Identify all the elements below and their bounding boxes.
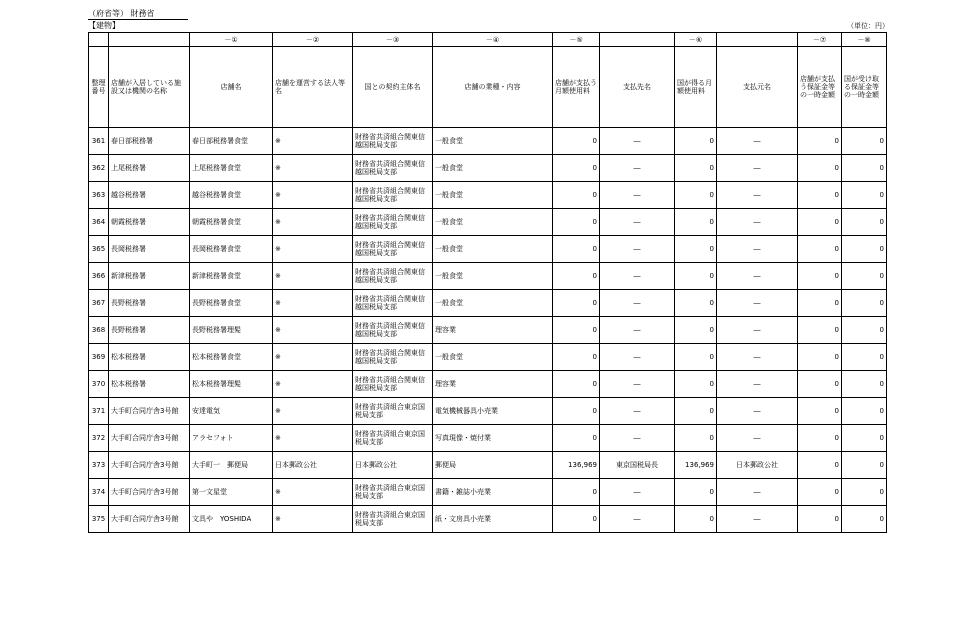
payee-name-cell: ― bbox=[600, 371, 675, 398]
monthly-fee-paid-cell: 136,969 bbox=[553, 452, 600, 479]
operator-name-cell: ※ bbox=[273, 317, 353, 344]
deposit-received-cell: 0 bbox=[842, 182, 887, 209]
monthly-fee-paid-cell: 0 bbox=[553, 263, 600, 290]
payer-name-cell: ― bbox=[717, 209, 798, 236]
payee-name-cell: ― bbox=[600, 344, 675, 371]
contract-entity-cell: 財務省共済組合関東信越国税局支部 bbox=[353, 371, 433, 398]
table-row bbox=[89, 344, 887, 371]
column-number: －⑦ bbox=[798, 33, 842, 47]
deposit-paid-cell: 0 bbox=[798, 290, 842, 317]
operator-name-cell: ※ bbox=[273, 425, 353, 452]
header-payee: 支払先名 bbox=[600, 47, 675, 128]
operator-name-cell: 日本郵政公社 bbox=[273, 452, 353, 479]
facility-name-cell: 大手町合同庁舎3号館 bbox=[109, 506, 190, 533]
business-type-cell: 一般食堂 bbox=[433, 182, 553, 209]
contract-entity-cell: 財務省共済組合関東信越国税局支部 bbox=[353, 209, 433, 236]
table-row bbox=[89, 263, 887, 290]
monthly-fee-paid-cell: 0 bbox=[553, 344, 600, 371]
header-number: 整理番号 bbox=[89, 47, 109, 128]
contract-entity-cell: 財務省共済組合関東信越国税局支部 bbox=[353, 344, 433, 371]
monthly-fee-paid-cell: 0 bbox=[553, 155, 600, 182]
monthly-fee-received-cell: 0 bbox=[675, 155, 717, 182]
contract-entity-cell: 財務省共済組合関東信越国税局支部 bbox=[353, 290, 433, 317]
deposit-paid-cell: 0 bbox=[798, 425, 842, 452]
payee-name-cell: ― bbox=[600, 182, 675, 209]
payer-name-cell: ― bbox=[717, 506, 798, 533]
deposit-paid-cell: 0 bbox=[798, 398, 842, 425]
row-number-cell: 364 bbox=[89, 209, 109, 236]
business-type-cell: 一般食堂 bbox=[433, 236, 553, 263]
monthly-fee-paid-cell: 0 bbox=[553, 128, 600, 155]
monthly-fee-paid-cell: 0 bbox=[553, 209, 600, 236]
store-name-cell: 春日部税務署食堂 bbox=[190, 128, 273, 155]
row-number-cell: 375 bbox=[89, 506, 109, 533]
row-number-cell: 363 bbox=[89, 182, 109, 209]
payer-name-cell: ― bbox=[717, 317, 798, 344]
store-name-cell: 越谷税務署食堂 bbox=[190, 182, 273, 209]
deposit-paid-cell: 0 bbox=[798, 452, 842, 479]
table-row bbox=[89, 155, 887, 182]
contract-entity-cell: 財務省共済組合関東信越国税局支部 bbox=[353, 263, 433, 290]
facility-name-cell: 春日部税務署 bbox=[109, 128, 190, 155]
row-number-cell: 366 bbox=[89, 263, 109, 290]
store-table bbox=[88, 32, 887, 533]
table-row bbox=[89, 425, 887, 452]
payee-name-cell: ― bbox=[600, 128, 675, 155]
column-number: －④ bbox=[433, 33, 553, 47]
business-type-cell: 一般食堂 bbox=[433, 263, 553, 290]
payer-name-cell: ― bbox=[717, 425, 798, 452]
deposit-paid-cell: 0 bbox=[798, 236, 842, 263]
unit-label: （単位：円） bbox=[847, 22, 889, 30]
payer-name-cell: ― bbox=[717, 155, 798, 182]
table-row bbox=[89, 128, 887, 155]
table-body bbox=[89, 128, 887, 533]
operator-name-cell: ※ bbox=[273, 371, 353, 398]
deposit-paid-cell: 0 bbox=[798, 317, 842, 344]
deposit-received-cell: 0 bbox=[842, 398, 887, 425]
row-number-cell: 374 bbox=[89, 479, 109, 506]
contract-entity-cell: 日本郵政公社 bbox=[353, 452, 433, 479]
deposit-received-cell: 0 bbox=[842, 128, 887, 155]
table-row bbox=[89, 290, 887, 317]
header-fee: 店舗が支払う月額使用料 bbox=[553, 47, 600, 128]
store-name-cell: 長野税務署理髪 bbox=[190, 317, 273, 344]
payer-name-cell: ― bbox=[717, 290, 798, 317]
monthly-fee-received-cell: 0 bbox=[675, 506, 717, 533]
monthly-fee-received-cell: 0 bbox=[675, 398, 717, 425]
ministry-label: （府省等） 財務省 bbox=[88, 9, 188, 20]
store-name-cell: 第一文星堂 bbox=[190, 479, 273, 506]
monthly-fee-received-cell: 0 bbox=[675, 263, 717, 290]
store-name-cell: 長岡税務署食堂 bbox=[190, 236, 273, 263]
business-type-cell: 写真現像・焼付業 bbox=[433, 425, 553, 452]
header-deposit-paid: 店舗が支払う保証金等の一時金額 bbox=[798, 47, 842, 128]
header-business: 店舗の業種・内容 bbox=[433, 47, 553, 128]
deposit-received-cell: 0 bbox=[842, 506, 887, 533]
store-name-cell: 大手町一 郵便局 bbox=[190, 452, 273, 479]
monthly-fee-received-cell: 0 bbox=[675, 209, 717, 236]
deposit-paid-cell: 0 bbox=[798, 155, 842, 182]
store-name-cell: 新津税務署食堂 bbox=[190, 263, 273, 290]
column-number bbox=[109, 33, 190, 47]
facility-name-cell: 松本税務署 bbox=[109, 371, 190, 398]
deposit-received-cell: 0 bbox=[842, 209, 887, 236]
operator-name-cell: ※ bbox=[273, 479, 353, 506]
contract-entity-cell: 財務省共済組合東京国税局支部 bbox=[353, 506, 433, 533]
row-number-cell: 371 bbox=[89, 398, 109, 425]
deposit-received-cell: 0 bbox=[842, 452, 887, 479]
operator-name-cell: ※ bbox=[273, 290, 353, 317]
payee-name-cell: ― bbox=[600, 155, 675, 182]
column-number: －② bbox=[273, 33, 353, 47]
business-type-cell: 理容業 bbox=[433, 371, 553, 398]
payee-name-cell: ― bbox=[600, 398, 675, 425]
payee-name-cell: ― bbox=[600, 479, 675, 506]
monthly-fee-received-cell: 0 bbox=[675, 344, 717, 371]
business-type-cell: 一般食堂 bbox=[433, 128, 553, 155]
facility-name-cell: 越谷税務署 bbox=[109, 182, 190, 209]
header-facility: 店舗が入居している施設又は機関の名称 bbox=[109, 47, 190, 128]
store-name-cell: 松本税務署理髪 bbox=[190, 371, 273, 398]
facility-name-cell: 大手町合同庁舎3号館 bbox=[109, 452, 190, 479]
monthly-fee-received-cell: 0 bbox=[675, 236, 717, 263]
operator-name-cell: ※ bbox=[273, 128, 353, 155]
store-name-cell: 松本税務署食堂 bbox=[190, 344, 273, 371]
deposit-paid-cell: 0 bbox=[798, 506, 842, 533]
payee-name-cell: ― bbox=[600, 425, 675, 452]
operator-name-cell: ※ bbox=[273, 398, 353, 425]
deposit-paid-cell: 0 bbox=[798, 263, 842, 290]
operator-name-cell: ※ bbox=[273, 263, 353, 290]
store-name-cell: アラセフォト bbox=[190, 425, 273, 452]
contract-entity-cell: 財務省共済組合関東信越国税局支部 bbox=[353, 182, 433, 209]
table-row bbox=[89, 317, 887, 344]
payer-name-cell: ― bbox=[717, 128, 798, 155]
deposit-received-cell: 0 bbox=[842, 344, 887, 371]
monthly-fee-received-cell: 0 bbox=[675, 425, 717, 452]
contract-entity-cell: 財務省共済組合東京国税局支部 bbox=[353, 425, 433, 452]
column-number bbox=[89, 33, 109, 47]
payee-name-cell: ― bbox=[600, 506, 675, 533]
operator-name-cell: ※ bbox=[273, 344, 353, 371]
contract-entity-cell: 財務省共済組合関東信越国税局支部 bbox=[353, 155, 433, 182]
deposit-received-cell: 0 bbox=[842, 263, 887, 290]
facility-name-cell: 上尾税務署 bbox=[109, 155, 190, 182]
contract-entity-cell: 財務省共済組合関東信越国税局支部 bbox=[353, 236, 433, 263]
facility-name-cell: 長野税務署 bbox=[109, 317, 190, 344]
payee-name-cell: ― bbox=[600, 209, 675, 236]
business-type-cell: 理容業 bbox=[433, 317, 553, 344]
contract-entity-cell: 財務省共済組合東京国税局支部 bbox=[353, 398, 433, 425]
row-number-cell: 361 bbox=[89, 128, 109, 155]
monthly-fee-received-cell: 0 bbox=[675, 128, 717, 155]
facility-name-cell: 松本税務署 bbox=[109, 344, 190, 371]
contract-entity-cell: 財務省共済組合関東信越国税局支部 bbox=[353, 128, 433, 155]
facility-name-cell: 大手町合同庁舎3号館 bbox=[109, 398, 190, 425]
payer-name-cell: 日本郵政公社 bbox=[717, 452, 798, 479]
monthly-fee-paid-cell: 0 bbox=[553, 425, 600, 452]
facility-name-cell: 長岡税務署 bbox=[109, 236, 190, 263]
monthly-fee-received-cell: 0 bbox=[675, 317, 717, 344]
monthly-fee-paid-cell: 0 bbox=[553, 371, 600, 398]
row-number-cell: 365 bbox=[89, 236, 109, 263]
payee-name-cell: ― bbox=[600, 290, 675, 317]
table-row bbox=[89, 236, 887, 263]
monthly-fee-received-cell: 0 bbox=[675, 290, 717, 317]
payee-name-cell: ― bbox=[600, 317, 675, 344]
deposit-paid-cell: 0 bbox=[798, 128, 842, 155]
row-number-cell: 368 bbox=[89, 317, 109, 344]
header-deposit-received: 国が受け取る保証金等の一時金額 bbox=[842, 47, 887, 128]
column-number-row bbox=[89, 33, 887, 47]
deposit-paid-cell: 0 bbox=[798, 371, 842, 398]
deposit-paid-cell: 0 bbox=[798, 344, 842, 371]
monthly-fee-paid-cell: 0 bbox=[553, 506, 600, 533]
column-number: －① bbox=[190, 33, 273, 47]
business-type-cell: 電気機械器具小売業 bbox=[433, 398, 553, 425]
header-contract: 国との契約主体名 bbox=[353, 47, 433, 128]
row-number-cell: 372 bbox=[89, 425, 109, 452]
deposit-received-cell: 0 bbox=[842, 290, 887, 317]
operator-name-cell: ※ bbox=[273, 182, 353, 209]
business-type-cell: 一般食堂 bbox=[433, 209, 553, 236]
business-type-cell: 一般食堂 bbox=[433, 155, 553, 182]
deposit-received-cell: 0 bbox=[842, 425, 887, 452]
table-row bbox=[89, 479, 887, 506]
table-row bbox=[89, 371, 887, 398]
monthly-fee-paid-cell: 0 bbox=[553, 398, 600, 425]
business-type-cell: 一般食堂 bbox=[433, 290, 553, 317]
payer-name-cell: ― bbox=[717, 479, 798, 506]
header-income: 国が得る月額使用料 bbox=[675, 47, 717, 128]
column-number: －⑤ bbox=[553, 33, 600, 47]
store-name-cell: 長野税務署食堂 bbox=[190, 290, 273, 317]
deposit-received-cell: 0 bbox=[842, 371, 887, 398]
business-type-cell: 書籍・雑誌小売業 bbox=[433, 479, 553, 506]
table-row bbox=[89, 182, 887, 209]
facility-name-cell: 長野税務署 bbox=[109, 290, 190, 317]
row-number-cell: 373 bbox=[89, 452, 109, 479]
monthly-fee-paid-cell: 0 bbox=[553, 236, 600, 263]
operator-name-cell: ※ bbox=[273, 506, 353, 533]
facility-name-cell: 大手町合同庁舎3号館 bbox=[109, 425, 190, 452]
payer-name-cell: ― bbox=[717, 344, 798, 371]
deposit-paid-cell: 0 bbox=[798, 479, 842, 506]
payee-name-cell: 東京国税局長 bbox=[600, 452, 675, 479]
facility-name-cell: 大手町合同庁舎3号館 bbox=[109, 479, 190, 506]
business-type-cell: 郵便局 bbox=[433, 452, 553, 479]
operator-name-cell: ※ bbox=[273, 236, 353, 263]
column-number: －⑥ bbox=[675, 33, 717, 47]
operator-name-cell: ※ bbox=[273, 155, 353, 182]
facility-name-cell: 新津税務署 bbox=[109, 263, 190, 290]
facility-name-cell: 朝霞税務署 bbox=[109, 209, 190, 236]
deposit-received-cell: 0 bbox=[842, 317, 887, 344]
payer-name-cell: ― bbox=[717, 371, 798, 398]
business-type-cell: 一般食堂 bbox=[433, 344, 553, 371]
contract-entity-cell: 財務省共済組合関東信越国税局支部 bbox=[353, 317, 433, 344]
column-number bbox=[717, 33, 798, 47]
row-number-cell: 370 bbox=[89, 371, 109, 398]
monthly-fee-received-cell: 136,969 bbox=[675, 452, 717, 479]
monthly-fee-received-cell: 0 bbox=[675, 182, 717, 209]
payee-name-cell: ― bbox=[600, 263, 675, 290]
header-payer: 支払元名 bbox=[717, 47, 798, 128]
header-operator: 店舗を運営する法人等名 bbox=[273, 47, 353, 128]
monthly-fee-received-cell: 0 bbox=[675, 479, 717, 506]
table-row bbox=[89, 452, 887, 479]
monthly-fee-paid-cell: 0 bbox=[553, 317, 600, 344]
monthly-fee-paid-cell: 0 bbox=[553, 182, 600, 209]
operator-name-cell: ※ bbox=[273, 209, 353, 236]
payer-name-cell: ― bbox=[717, 398, 798, 425]
deposit-paid-cell: 0 bbox=[798, 182, 842, 209]
deposit-received-cell: 0 bbox=[842, 155, 887, 182]
store-name-cell: 安達電気 bbox=[190, 398, 273, 425]
business-type-cell: 紙・文房具小売業 bbox=[433, 506, 553, 533]
monthly-fee-paid-cell: 0 bbox=[553, 479, 600, 506]
column-header-row bbox=[89, 47, 887, 128]
payer-name-cell: ― bbox=[717, 182, 798, 209]
store-name-cell: 朝霞税務署食堂 bbox=[190, 209, 273, 236]
table-row bbox=[89, 209, 887, 236]
deposit-received-cell: 0 bbox=[842, 236, 887, 263]
payer-name-cell: ― bbox=[717, 263, 798, 290]
deposit-received-cell: 0 bbox=[842, 479, 887, 506]
monthly-fee-received-cell: 0 bbox=[675, 371, 717, 398]
row-number-cell: 362 bbox=[89, 155, 109, 182]
row-number-cell: 369 bbox=[89, 344, 109, 371]
store-name-cell: 文具や YOSHIDA bbox=[190, 506, 273, 533]
store-name-cell: 上尾税務署食堂 bbox=[190, 155, 273, 182]
column-number bbox=[600, 33, 675, 47]
table-row bbox=[89, 398, 887, 425]
deposit-paid-cell: 0 bbox=[798, 209, 842, 236]
column-number: －⑧ bbox=[842, 33, 887, 47]
table-row bbox=[89, 506, 887, 533]
row-number-cell: 367 bbox=[89, 290, 109, 317]
payer-name-cell: ― bbox=[717, 236, 798, 263]
column-number: －③ bbox=[353, 33, 433, 47]
category-label: 【建物】 bbox=[88, 21, 120, 30]
header-store: 店舗名 bbox=[190, 47, 273, 128]
monthly-fee-paid-cell: 0 bbox=[553, 290, 600, 317]
payee-name-cell: ― bbox=[600, 236, 675, 263]
contract-entity-cell: 財務省共済組合東京国税局支部 bbox=[353, 479, 433, 506]
